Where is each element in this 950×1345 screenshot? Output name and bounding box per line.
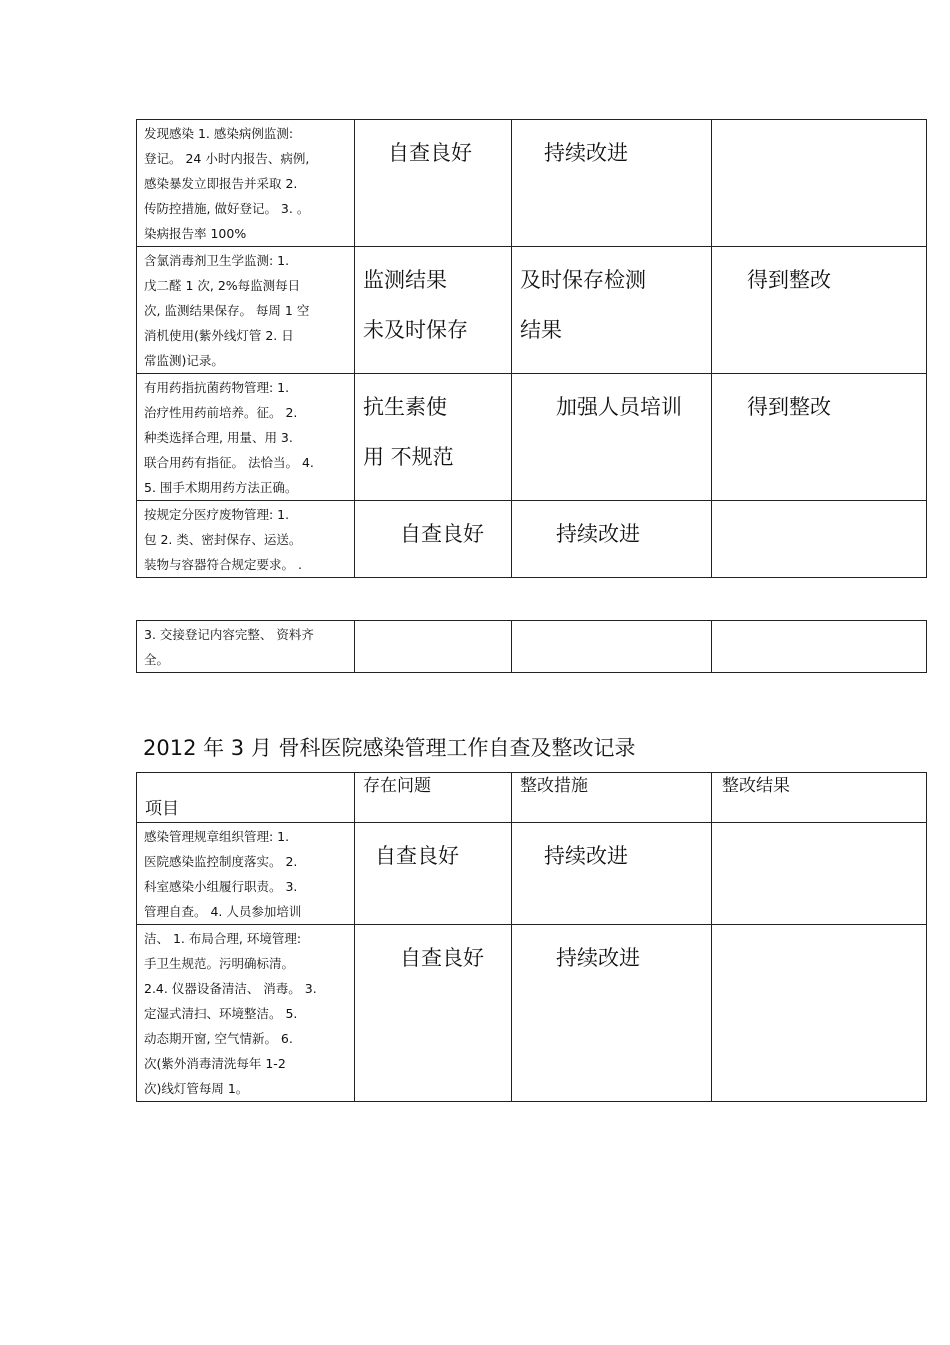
problem-cell: 监测结果 未及时保存 [363,268,468,342]
item-cell: 按规定分医疗废物管理: 1. 包 2. 类、密封保存、运送。 装物与容器符合规定要求。 . [144,507,302,572]
table-row [137,501,927,578]
problem-cell: 抗生素使 用 不规范 [363,395,454,469]
header-result: 整改结果 [722,776,790,796]
table-row [137,621,927,673]
result-cell [712,621,926,629]
problem-cell [355,621,511,629]
measure-cell: 持续改进 [544,141,628,165]
section-title: 2012 年 3 月 骨科医院感染管理工作自查及整改记录 [143,736,636,760]
header-measure: 整改措施 [520,776,588,796]
measure-cell: 持续改进 [556,946,640,970]
result-cell [712,501,926,509]
header-item: 项目 [145,799,179,819]
problem-cell: 自查良好 [375,844,459,868]
header-problem: 存在问题 [363,776,431,796]
item-cell: 感染管理规章组织管理: 1. 医院感染监控制度落实。 2. 科室感染小组履行职责。 3. 管理自查。 4. 人员参加培训 [144,829,302,919]
measure-cell: 及时保存检测 结果 [520,268,646,342]
table-row [137,120,927,247]
item-cell: 含氯消毒剂卫生学监测: 1. 戊二醛 1 次, 2%每监测每日 次, 监测结果保存。 每周 1 空 消机使用(紫外线灯管 2. 日 常监测)记录。 [144,253,310,368]
self-check-table-3 [136,772,927,1102]
problem-cell: 自查良好 [400,522,484,546]
result-cell [712,925,926,933]
problem-cell: 自查良好 [400,946,484,970]
self-check-table-2 [136,620,927,673]
table-row [137,823,927,925]
item-cell: 有用药指抗菌药物管理: 1. 治疗性用药前培养。征。 2. 种类选择合理, 用量、用 3. 联合用药有指征。 法恰当。 4. 5. 围手术期用药方法正确。 [144,380,314,495]
item-cell: 3. 交接登记内容完整、 资料齐 全。 [144,627,314,667]
problem-cell: 自查良好 [388,141,472,165]
table-header-row [137,773,927,823]
table-row [137,374,927,501]
self-check-table-1 [136,119,927,578]
measure-cell: 加强人员培训 [556,395,682,419]
table-row [137,247,927,374]
item-cell: 洁、 1. 布局合理, 环境管理: 手卫生规范。污明确标清。 2.4. 仪器设备清洁、 消毒。 3. 定湿式清扫、环境整洁。 5. 动态期开窗, 空气情新。 6. 次(紫外消毒清洗每年 1-2 次)线灯管每周 1。 [144,931,317,1096]
table-row [137,925,927,1102]
result-cell [712,823,926,831]
result-cell: 得到整改 [747,268,831,292]
measure-cell: 持续改进 [556,522,640,546]
result-cell [712,120,926,128]
item-cell: 发现感染 1. 感染病例监测: 登记。 24 小时内报告、病例, 感染暴发立即报告并采取 2. 传防控措施, 做好登记。 3. 。 染病报告率 100% [144,126,310,241]
result-cell: 得到整改 [747,395,831,419]
measure-cell: 持续改进 [544,844,628,868]
measure-cell [512,621,711,629]
